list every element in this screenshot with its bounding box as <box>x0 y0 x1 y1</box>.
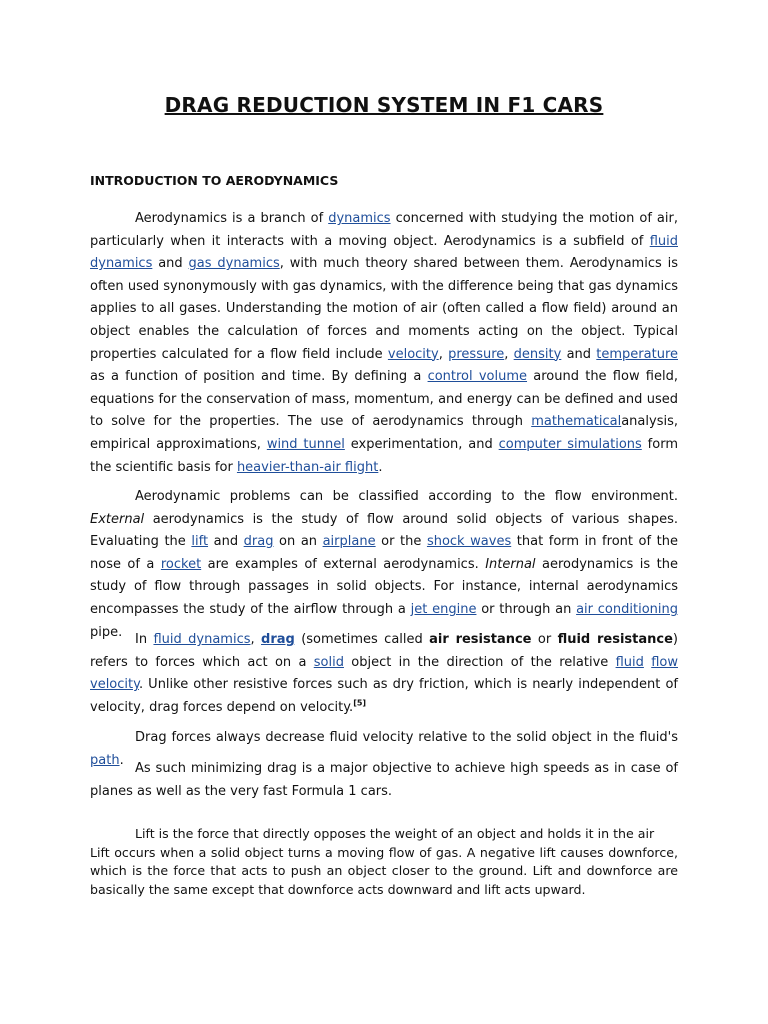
text-run: aerodynamics is the study of flow around solid objects of various shapes. Evaluating the <box>90 511 678 550</box>
text-run: or through an <box>476 601 577 617</box>
citation-5[interactable]: [5] <box>353 698 367 708</box>
link-computer-simulations[interactable]: computer simulations <box>498 436 642 452</box>
text-run: , <box>438 346 449 362</box>
text-run: , with much theory shared between them. Aerodynamics is often used synonymously with gas dynamics, with the difference being that gas dynamics applies to all gases. Understanding the motion of air (often called a flow field) around an object enables the calculation of forces and moments acting on the object. Typical properties calculated for a flow field include <box>90 256 678 362</box>
text-run: and <box>561 346 597 362</box>
text-run: In <box>135 632 154 647</box>
text-run: or the <box>375 534 427 550</box>
link-shock-waves[interactable]: shock waves <box>426 534 512 550</box>
text-run: . Unlike other resistive forces such as dry friction, which is nearly independent of velocity, drag forces depend on velocity. <box>90 677 678 715</box>
link-solid[interactable]: solid <box>313 654 344 670</box>
italic-external: External <box>90 511 145 527</box>
link-drag[interactable]: drag <box>243 534 274 550</box>
text-run: Aerodynamics is a branch of <box>135 211 329 226</box>
text-run: or <box>531 632 558 647</box>
link-pressure[interactable]: pressure <box>448 346 505 362</box>
link-flow-velocity[interactable]: flow velocity <box>90 654 678 693</box>
link-heavier-than-air-flight[interactable]: heavier-than-air flight <box>236 459 379 475</box>
text-run: that form in front of the nose of a <box>90 534 678 572</box>
link-dynamics[interactable]: dynamics <box>328 211 391 226</box>
text-run: analysis, empirical approximations, <box>90 414 678 452</box>
link-velocity[interactable]: velocity <box>387 346 439 362</box>
text-run: ) refers to forces which act on a <box>90 632 678 670</box>
text-run: Aerodynamic problems can be classified according to the flow environment. <box>135 489 678 504</box>
link-fluid-dynamics[interactable]: fluid dynamics <box>90 233 678 272</box>
text-run: (sometimes called <box>294 632 430 647</box>
paragraph-aerodynamics-intro <box>90 208 678 479</box>
text-run: and <box>152 256 189 272</box>
link-density[interactable]: density <box>513 346 562 362</box>
text-run: Drag forces always decrease fluid velocity relative to the solid object in the fluid's <box>135 730 678 745</box>
text-run: form the scientific basis for <box>90 436 678 475</box>
text-run: are examples of external aerodynamics. <box>201 556 486 572</box>
link-gas-dynamics[interactable]: gas dynamics <box>188 256 280 272</box>
link-air-conditioning[interactable]: air conditioning <box>576 601 678 617</box>
section-heading: INTRODUCTION TO AERODYNAMICS <box>90 173 339 188</box>
bold-fluid-resistance: fluid resistance <box>557 632 673 647</box>
link-drag-bold[interactable]: drag <box>261 632 295 647</box>
text-run: around the flow field, equations for the conservation of mass, momentum, and energy can be defined and used to solve for the properties. The use of aerodynamics through <box>90 369 678 430</box>
text-run: As such minimizing drag is a major objective to achieve high speeds as in case of planes as well as the very fast Formula 1 cars. <box>90 761 678 799</box>
text-run: , <box>504 346 514 362</box>
link-control-volume[interactable]: control volume <box>427 369 528 385</box>
italic-internal: Internal <box>485 556 536 572</box>
page-title: DRAG REDUCTION SYSTEM IN F1 CARS <box>164 93 604 117</box>
paragraph-lift-intro: Lift is the force that directly opposes the weight of an object and holds it in the air <box>135 826 655 841</box>
link-airplane[interactable]: airplane <box>322 534 376 550</box>
paragraph-lift-downforce: Lift occurs when a solid object turns a moving flow of gas. A negative lift causes downforce, which is the force that acts to push an object closer to the ground. Lift and downforce are basically the same except that downforce acts downward and lift acts upward. <box>90 845 678 897</box>
link-jet-engine[interactable]: jet engine <box>410 601 477 617</box>
text-run: . <box>378 459 383 475</box>
link-temperature[interactable]: temperature <box>596 346 679 362</box>
paragraph-drag-definition <box>90 629 678 719</box>
link-fluid[interactable]: fluid <box>615 654 644 670</box>
link-fluid-dynamics-2[interactable]: fluid dynamics <box>153 632 251 647</box>
text-run: aerodynamics is the study of flow through passages in solid objects. For instance, internal aerodynamics encompasses the study of the airflow through a <box>90 556 678 617</box>
link-wind-tunnel[interactable]: wind tunnel <box>266 436 345 452</box>
link-mathematical[interactable]: mathematical <box>531 414 622 430</box>
bold-air-resistance: air resistance <box>429 632 532 647</box>
link-lift[interactable]: lift <box>191 534 209 550</box>
link-path[interactable]: path <box>90 752 120 768</box>
text-run: and <box>208 534 244 550</box>
text-run: on an <box>273 534 323 550</box>
text-run: as a function of position and time. By defining a <box>90 369 428 385</box>
text-run: , <box>250 632 262 647</box>
text-run: pipe. <box>90 624 123 640</box>
paragraph-minimizing-drag <box>90 758 678 803</box>
text-run: experimentation, and <box>344 436 499 452</box>
text-run: . <box>119 752 124 768</box>
text-run: concerned with studying the motion of air, particularly when it interacts with a moving object. Aerodynamics is a subfield of <box>90 211 678 249</box>
text-run: object in the direction of the relative <box>343 654 616 670</box>
paragraph-problem-classification <box>90 486 678 644</box>
link-rocket[interactable]: rocket <box>160 556 202 572</box>
